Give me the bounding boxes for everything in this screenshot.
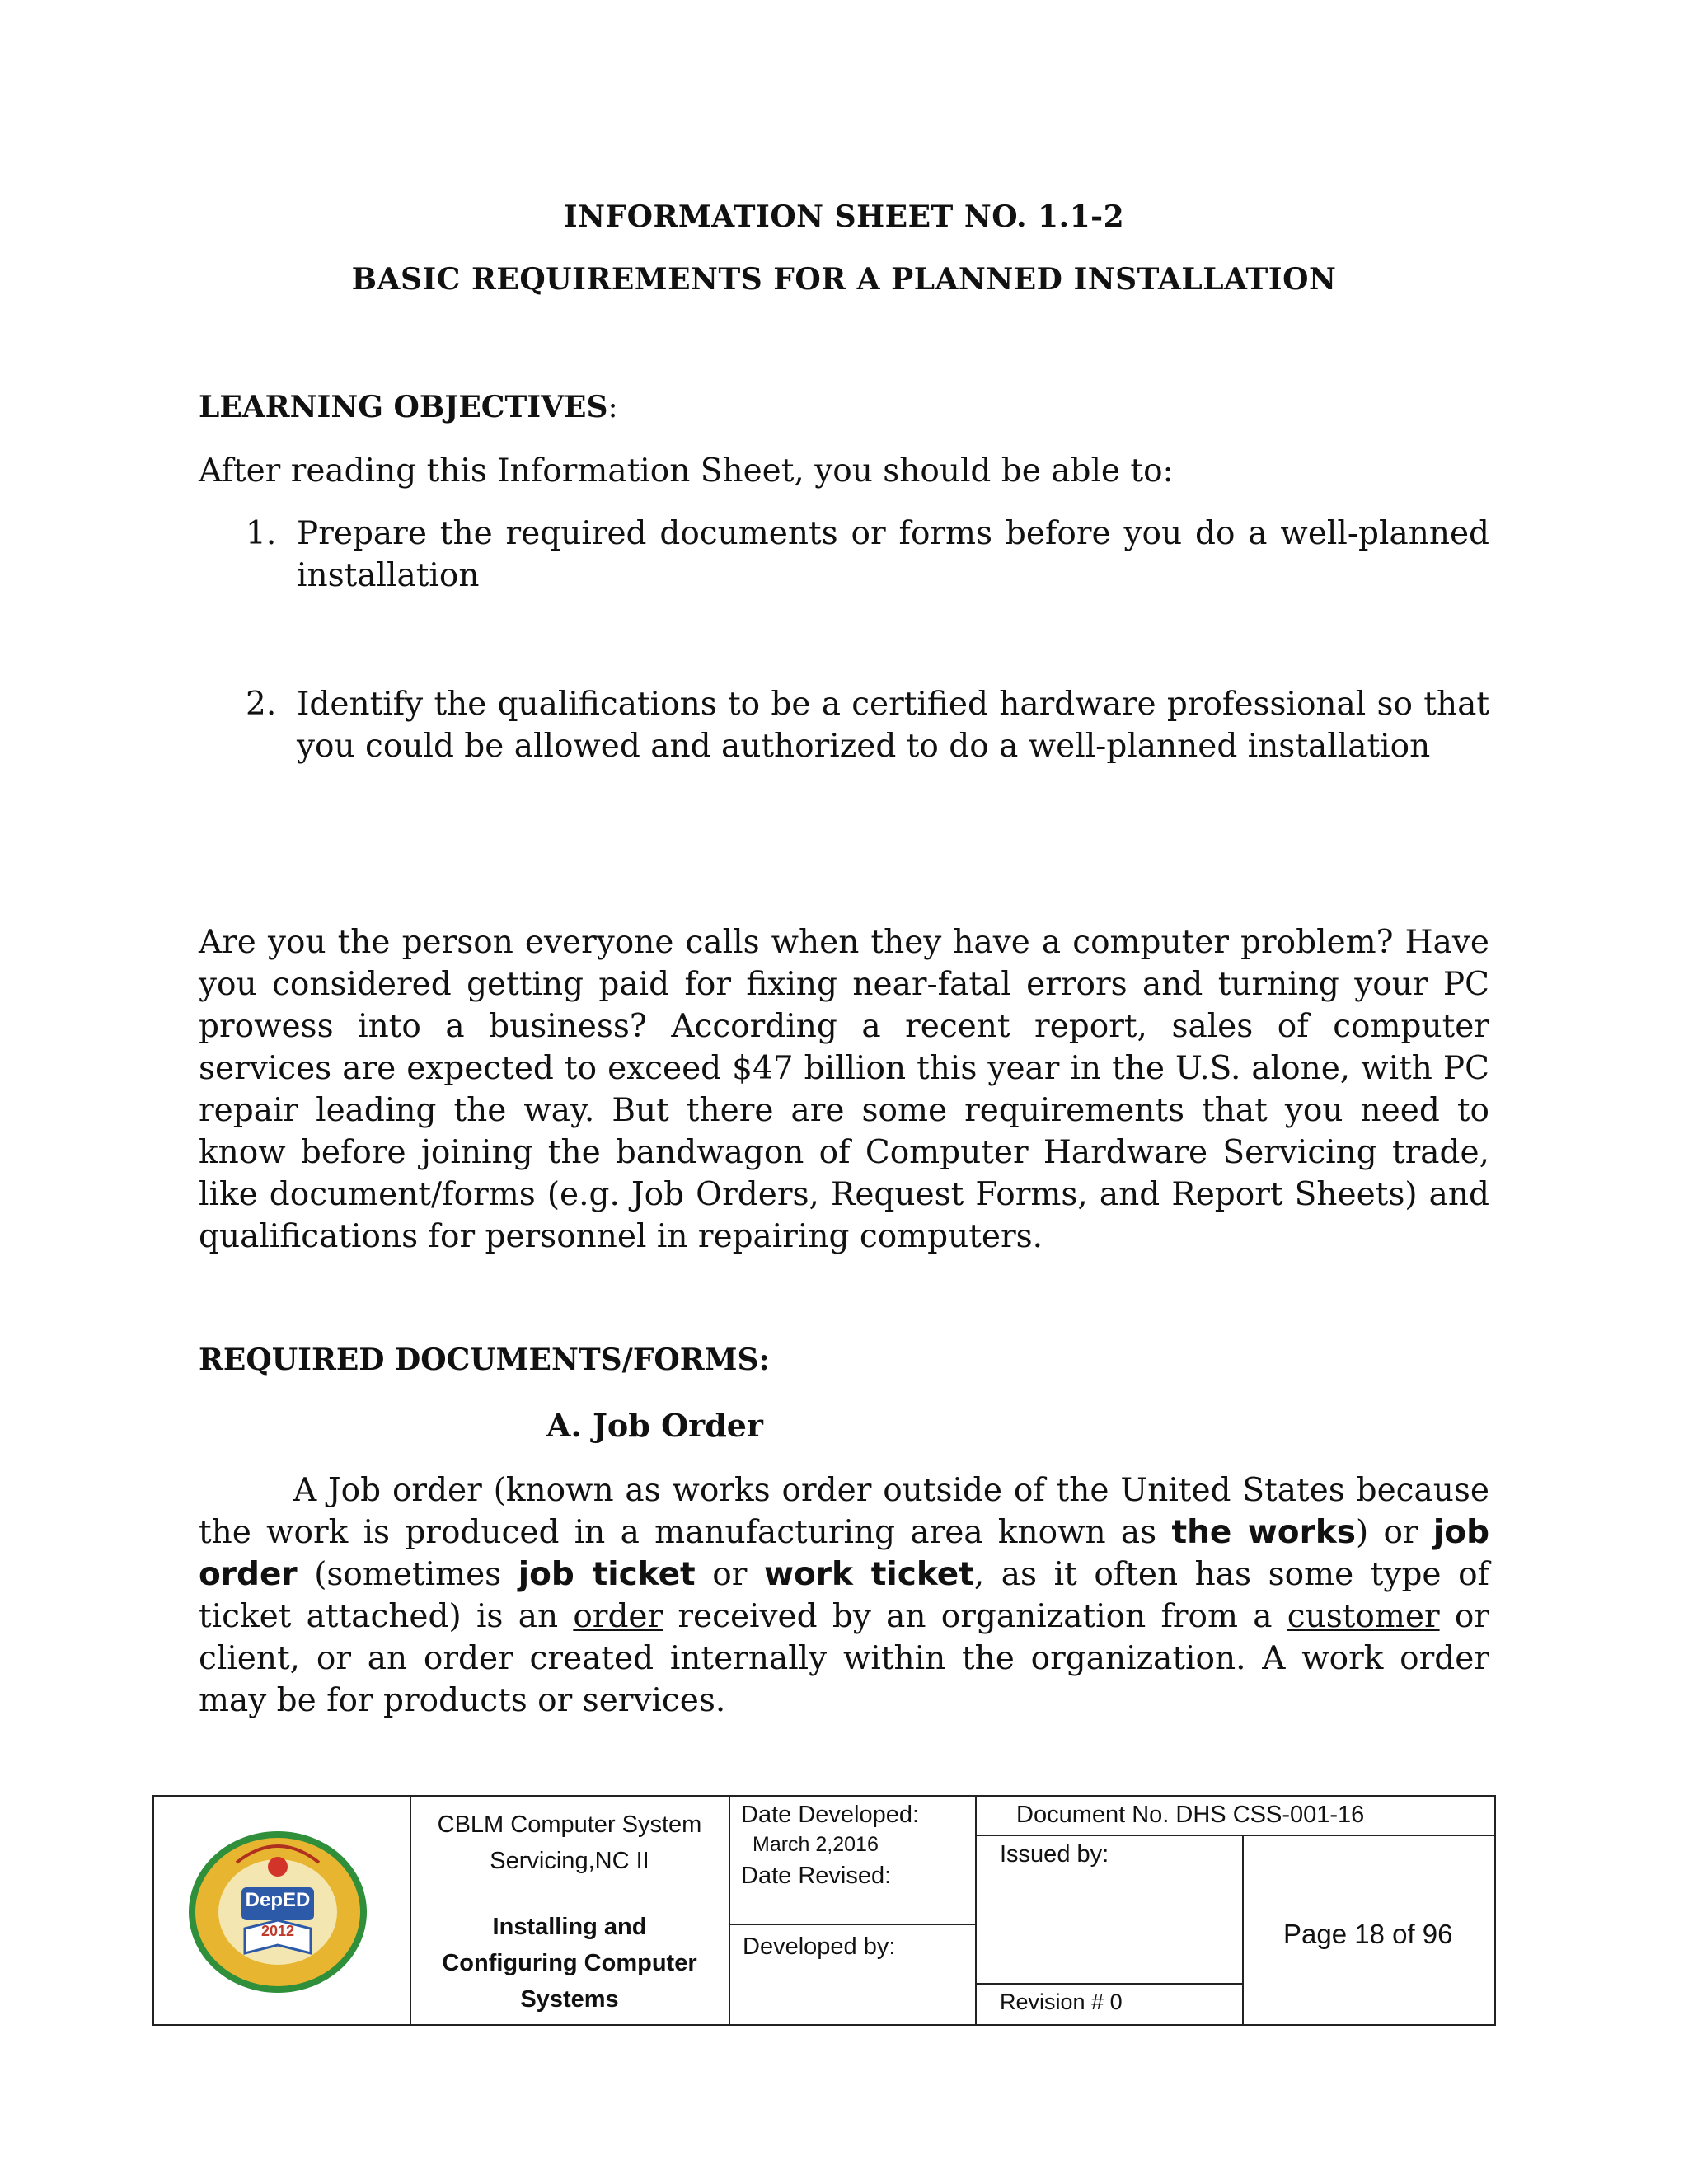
footer-table — [152, 1795, 1496, 2026]
developed-by-label: Developed by: — [743, 1933, 896, 1960]
date-developed-value: March 2,2016 — [753, 1833, 879, 1856]
logo-center-text: DepED — [245, 1889, 311, 1911]
logo-year-text: 2012 — [260, 1923, 295, 1939]
objectives-heading: LEARNING OBJECTIVES: — [199, 390, 618, 424]
objective-number: 2. — [246, 686, 277, 723]
document-number: Document No. DHS CSS-001-16 — [1016, 1802, 1365, 1828]
course-title: CBLM Computer System Servicing,NC II — [437, 1811, 702, 1874]
revision-number: Revision # 0 — [1000, 1990, 1123, 2014]
page-number: Page 18 of 96 — [1283, 1919, 1453, 1949]
document-title: INFORMATION SHEET NO. 1.1-2 — [563, 199, 1125, 234]
job-order-paragraph: A Job order (known as works order outside of the United States because the work is produced in a manufacturing area known as the works) or job order (sometimes job ticket or work ticket, as it often has some type of ticket attached) is an order received by an organization from a customer or client, or an order created internally within the organization. A work order may be for products or services. — [199, 1472, 1489, 1719]
date-developed-label: Date Developed: — [741, 1802, 920, 1828]
objectives-intro: After reading this Information Sheet, you should be able to: — [199, 452, 1174, 490]
document-subtitle: BASIC REQUIREMENTS FOR A PLANNED INSTALLATION — [351, 262, 1337, 297]
school-seal-logo — [187, 1830, 368, 1994]
issued-by-label: Issued by: — [1000, 1841, 1109, 1868]
objective-number: 1. — [246, 515, 277, 552]
job-order-heading: A. Job Order — [546, 1407, 763, 1444]
objective-item: Prepare the required documents or forms before you do a well-planned installation — [297, 515, 1489, 594]
objective-item: Identify the qualifications to be a certified hardware professional so that you could be allowed and authorized to do a well-planned installation — [297, 686, 1489, 765]
date-revised-label: Date Revised: — [741, 1863, 892, 1889]
intro-paragraph: Are you the person everyone calls when they have a computer problem? Have you considered getting paid for fixing near-fatal errors and turning your PC prowess into a business? According a recent report, sales of computer services are expected to exceed $47 billion this year in the U.S. alone, with PC repair leading the way. But there are some requirements that you need to know before joining the bandwagon of Computer Hardware Servicing trade, like document/forms (e.g. Job Orders, Request Forms, and Report Sheets) and qualifications for personnel in repairing computers. — [199, 924, 1489, 1255]
documents-heading: REQUIRED DOCUMENTS/FORMS: — [199, 1343, 770, 1377]
module-title: Installing and Configuring Computer Systems — [442, 1914, 697, 2013]
